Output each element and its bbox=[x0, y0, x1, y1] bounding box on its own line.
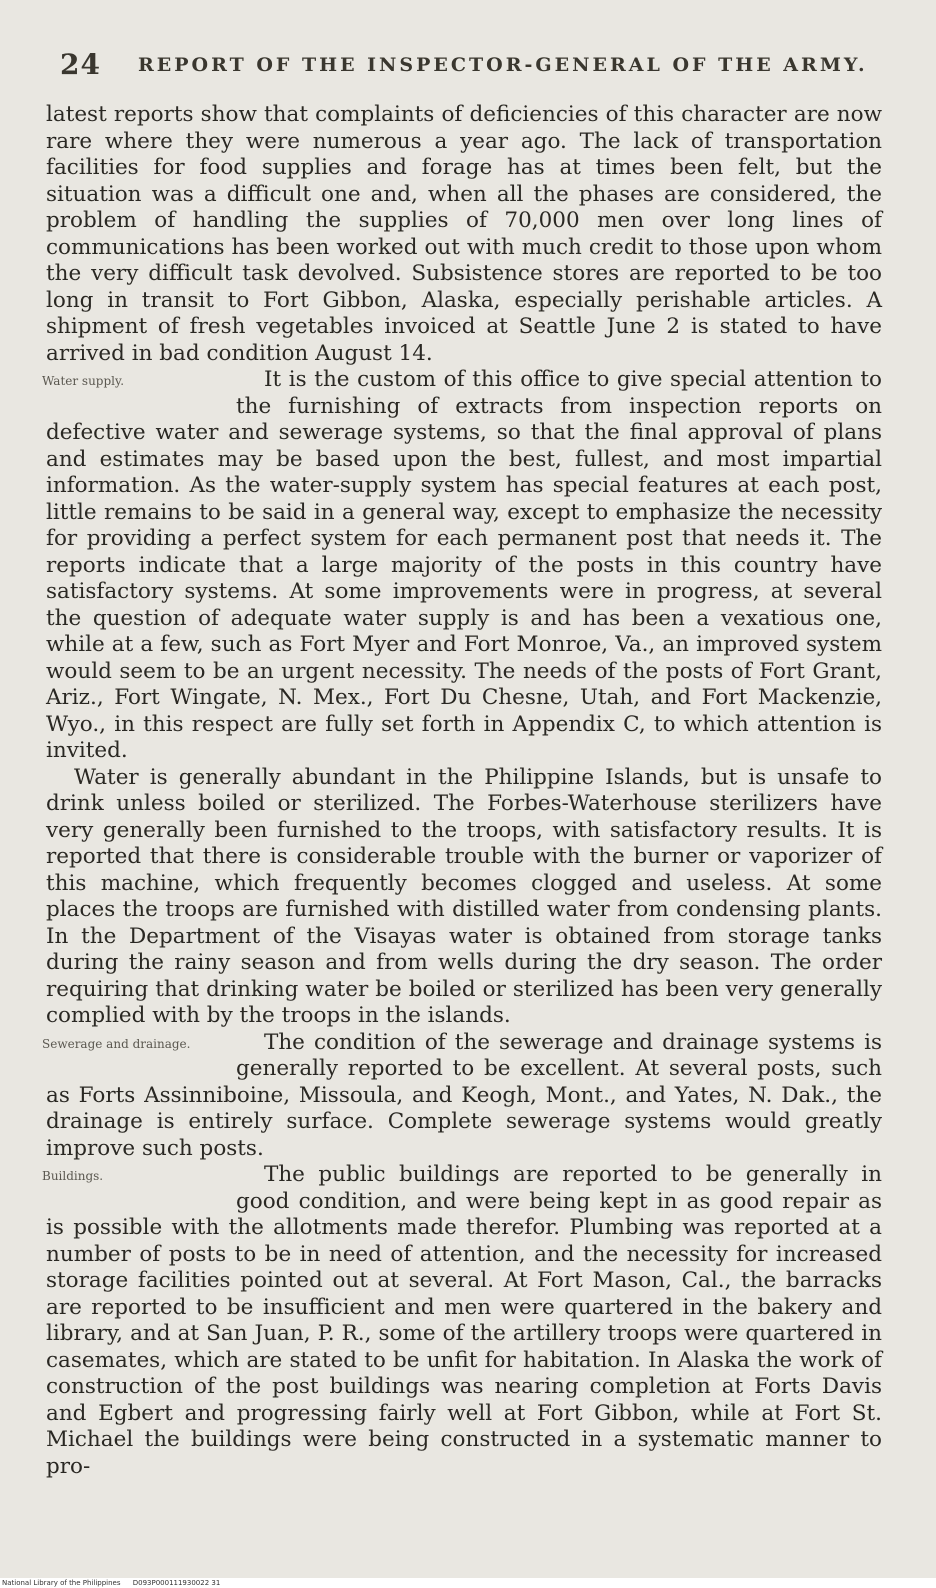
paragraph-5: The public buildings are reported to be generally in good condition, and were being kept in as good repair as is possible with the allotments made therefor. Plumbing was reported at a number of posts to be in need of attention, and the necessity for increased storage facilities pointed out at several. At Fort Mason, Cal., the barracks are reported to be insufficient and men were quartered in the bakery and library, and at San Juan, P. R., some of the artillery troops were quartered in casemates, which are stated to be unfit for habitation. In Alaska the work of construction of the post buildings was nearing completion at Forts Davis and Egbert and progressing fairly well at Fort Gibbon, while at Fort St. Michael the buildings were being constructed in a systematic manner to pro- bbox=[46, 1162, 882, 1479]
running-head: REPORT OF THE INSPECTOR-GENERAL OF THE ARMY. bbox=[138, 54, 868, 76]
footer-library: National Library of the Philippines bbox=[2, 1579, 121, 1587]
paragraph-2: It is the custom of this office to give special attention to the furnishing of extracts from inspection reports on defective water and sewerage systems, so that the final approval of plans and estimates may be based upon the best, fullest, and most impartial information. As the water-supply system has special features at each post, little remains to be said in a general way, except to emphasize the necessity for providing a perfect system for each permanent post that needs it. The reports indicate that a large majority of the posts in this country have satisfactory systems. At some improvements were in progress, at several the question of adequate water supply is and has been a vexatious one, while at a few, such as Fort Myer and Fort Monroe, Va., an improved system would seem to be an urgent necessity. The needs of the posts of Fort Grant, Ariz., Fort Wingate, N. Mex., Fort Du Chesne, Utah, and Fort Mackenzie, Wyo., in this respect are fully set forth in Appendix C, to which attention is invited. bbox=[46, 367, 882, 763]
paragraph-1: latest reports show that complaints of deficiencies of this character are now rare where they were numerous a year ago. The lack of transportation facilities for food supplies and forage has at times been felt, but the situation was a difficult one and, when all the phases are considered, the problem of handling the supplies of 70,000 men over long lines of communications has been worked out with much credit to those upon whom the very difficult task devolved. Subsistence stores are reported to be too long in transit to Fort Gibbon, Alaska, especially perishable articles. A shipment of fresh vegetables invoiced at Seattle June 2 is stated to have arrived in bad condition August 14. bbox=[46, 102, 882, 366]
paragraph-4: The condition of the sewerage and drainage systems is generally reported to be excellent. At several posts, such as Forts Assinniboine, Missoula, and Keogh, Mont., and Yates, N. Dak., the drainage is entirely surface. Complete sewerage systems would greatly improve such posts. bbox=[46, 1029, 882, 1161]
page-number: 24 bbox=[60, 48, 101, 81]
side-note-sewerage: Sewerage and drainage. bbox=[42, 1036, 191, 1051]
paragraph-3: Water is generally abundant in the Philippine Islands, but is unsafe to drink unless boiled or sterilized. The Forbes-Waterhouse sterilizers have very generally been furnished to the troops, with satisfactory results. It is reported that there is considerable trouble with the burner or vaporizer of this machine, which frequently becomes clogged and useless. At some places the troops are furnished with distilled water from condensing plants. In the Department of the Visayas water is obtained from storage tanks during the rainy season and from wells during the dry season. The order requiring that drinking water be boiled or sterilized has been very generally complied with by the troops in the islands. bbox=[46, 764, 882, 1028]
body-text bbox=[42, 102, 882, 1480]
section-sewerage bbox=[42, 1029, 882, 1163]
side-note-water-supply: Water supply. bbox=[42, 374, 125, 388]
side-note-buildings: Buildings. bbox=[42, 1169, 104, 1183]
section-buildings bbox=[42, 1162, 882, 1480]
scan-footer bbox=[0, 1578, 936, 1588]
footer-code: D093P000111930022 31 bbox=[132, 1579, 221, 1587]
page-header bbox=[58, 46, 868, 82]
section-water-supply bbox=[42, 367, 882, 765]
